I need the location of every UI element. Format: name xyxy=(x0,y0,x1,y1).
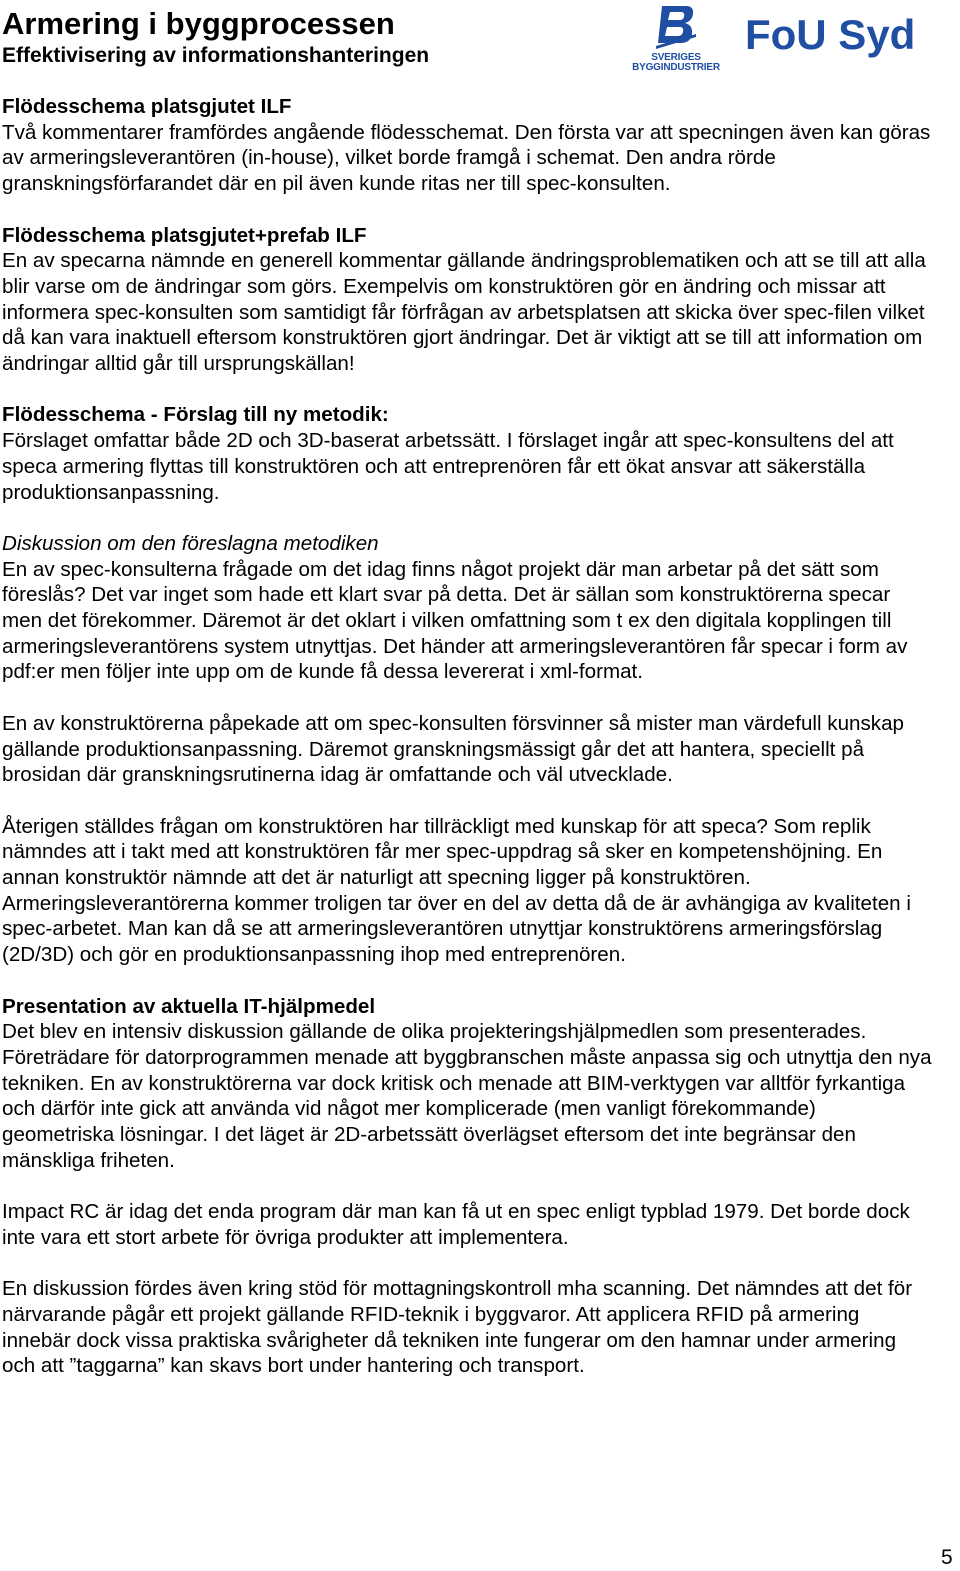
page-header xyxy=(0,0,960,80)
section-heading-italic: Diskussion om den föreslagna metodiken xyxy=(2,531,379,555)
sb-logo-line2: BYGGINDUSTRIER xyxy=(632,62,720,73)
section-forslag-metodik xyxy=(2,402,932,505)
page-number: 5 xyxy=(941,1546,953,1569)
section-diskussion xyxy=(2,531,932,968)
section-heading: Presentation av aktuella IT-hjälpmedel xyxy=(2,994,376,1018)
section-paragraph: En diskussion fördes även kring stöd för mottagningskontroll mha scanning. Det nämndes att det för närvarande pågår ett projekt gällande RFID-teknik i byggvaror. Att applicera RFID på armering innebär dock vissa praktiska svårigheter då tekniken inte fungerar om den hamnar under armering och att ”taggarna” kan skavs bort under hantering och transport. xyxy=(2,1277,913,1378)
section-platsgjutet-prefab xyxy=(2,223,932,377)
sb-logo-line1: SVERIGES xyxy=(651,52,701,63)
section-paragraph: Impact RC är idag det enda program där man kan få ut en spec enligt typblad 1979. Det borde dock inte vara ett stort arbete för övriga produkter att implementera. xyxy=(2,1200,910,1249)
section-paragraph: Två kommentarer framfördes angående flödesschemat. Den första var att specningen även kan göras av armeringsleverantören (in-house), vilket borde framgå i schemat. Den andra rörde granskningsförfarandet där en pil även kunde ritas ner till spec-konsulten. xyxy=(2,120,931,196)
section-it-hjalpmedel xyxy=(2,994,932,1380)
section-paragraph: Återigen ställdes frågan om konstruktören har tillräckligt med kunskap för att speca? Som replik nämndes att i takt med att konstruktören får mer spec-uppdrag så sker en kompetenshöjning. En annan konstruktör nämnde att det är naturligt att specning ligger på konstruktören. Armeringsleverantörerna kommer troligen tar över en del av detta då de är avhängiga av kvaliteten i spec-arbetet. Man kan då se att armeringsleverantören utnyttjar konstruktörens armeringsförslag (2D/3D) och gör en produktionsanpassning ihop med entreprenören. xyxy=(2,814,911,967)
section-paragraph: En av specarna nämnde en generell kommentar gällande ändringsproblematiken och att se till att alla blir varse om de ändringar som görs. Exempelvis om konstruktören gör en ändring och missar att informera spec-konsulten som samtidigt får förfrågan av arbetsplatsen att skicka över spec-filen vilket då kan vara inaktuell eftersom konstruktören gjort ändringar. Det är viktigt att se till att information om ändringar alltid går till ursprungskällan! xyxy=(2,249,926,376)
sb-emblem-icon xyxy=(656,4,696,50)
section-paragraph: En av konstruktörerna påpekade att om spec-konsulten försvinner så mister man värdefull kunskap gällande produktionsanpassning. Däremot granskningsmässigt går det att hantera, speciellt på brosidan där granskningsrutinerna idag är omfattande och väl utvecklade. xyxy=(2,711,905,787)
section-paragraph: En av spec-konsulterna frågade om det idag finns något projekt där man arbetar på det sätt som föreslås? Det var inget som hade ett klart svar på detta. Det är sällan som konstruktörerna specar men det förekommer. Däremot är det oklart i vilken omfattning som t ex den digitala kopplingen till armeringsleverantörens system utnyttjas. Det händer att armeringsleverantören får specar i form av pdf:er men följer inte upp om de kunde få dessa levererat i xml-format. xyxy=(2,557,908,684)
document-body xyxy=(2,94,932,1405)
section-heading: Flödesschema platsgjutet+prefab ILF xyxy=(2,223,367,247)
document-subtitle: Effektivisering av informationshanteringen xyxy=(2,44,430,67)
section-heading: Flödesschema - Förslag till ny metodik: xyxy=(2,403,389,427)
fou-syd-logo: FoU Syd xyxy=(745,11,916,58)
document-title: Armering i byggprocessen xyxy=(2,6,395,41)
section-paragraph: Det blev en intensiv diskussion gällande de olika projekteringshjälpmedlen som presenterades. Företrädare för datorprogrammen menade att byggbranschen måste anpassa sig och utnyttja den nya tekniken. En av konstruktörerna var dock kritisk och menade att BIM-verktygen var alltför fyrkantiga och därför inte gick att använda vid något mer komplicerade (men vanligt förekommande) geometriska lösningar. I det läget är 2D-arbetssätt överlägset eftersom det inte begränsar den mänskliga friheten. xyxy=(2,1020,932,1172)
sveriges-byggindustrier-logo xyxy=(626,4,726,72)
section-heading: Flödesschema platsgjutet ILF xyxy=(2,95,292,118)
section-platsgjutet xyxy=(2,94,932,197)
section-paragraph: Förslaget omfattar både 2D och 3D-baserat arbetssätt. I förslaget ingår att spec-konsultens del att speca armering flyttas till konstruktören och att entreprenören får ett ökat ansvar att säkerställa produktionsanpassning. xyxy=(2,429,894,504)
